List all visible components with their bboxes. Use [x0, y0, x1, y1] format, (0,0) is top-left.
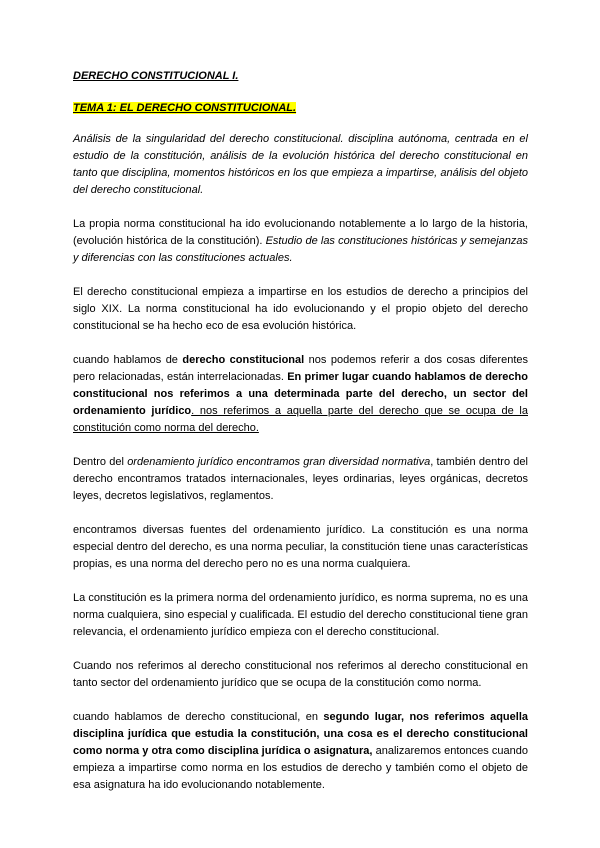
paragraph-sources [73, 454, 528, 505]
paragraph-text: Dentro del [73, 456, 128, 468]
section-heading [73, 100, 528, 117]
paragraph-sector: Cuando nos referimos al derecho constitucional nos referimos al derecho constitucional en tanto sector del ordenamiento jurídico que se ocupa de la constitución como norma. [73, 660, 528, 689]
italic-text: ordenamiento jurídico encontramos gran diversidad normativa [127, 456, 431, 468]
paragraph-history: El derecho constitucional empieza a impartirse en los estudios de derecho a principios del siglo XIX. La norma constitucional ha ido evolucionando y el propio objeto del derecho constitucional se ha hecho eco de esa evolución histórica. [73, 286, 528, 332]
paragraph-text: cuando hablamos de derecho constitucional, en [73, 711, 324, 723]
paragraph-special-norm: encontramos diversas fuentes del ordenamiento jurídico. La constitución es una norma especial dentro del derecho, es una norma peculiar, la constitución tiene unas características propias, es una norma del derecho pero no es una norma cualquiera. [73, 524, 528, 570]
paragraph-first-meaning [73, 352, 528, 437]
paragraph-evolution [73, 216, 528, 267]
underlined-text: . nos referimos a aquella parte del derecho que se ocupa de la constitución como norma del derecho. [73, 405, 528, 434]
paragraph-text: analizaremos entonces cuando empieza a impartirse como norma en los estudios de derecho y también como el objeto de esa asignatura ha ido evolucionando notablemente. [73, 745, 528, 791]
paragraph-second-meaning [73, 709, 528, 794]
paragraph-text: La propia norma constitucional ha ido evolucionando notablemente a lo largo de la historia, (evolución histórica de la constitución). [73, 218, 528, 247]
document-title: DERECHO CONSTITUCIONAL I. [73, 70, 239, 82]
italic-text: Estudio de las constituciones históricas y semejanzas y diferencias con las constituciones actuales. [73, 235, 529, 264]
paragraph-text: nos podemos referir a dos cosas diferentes pero relacionadas, están interrelacionadas. [73, 354, 528, 383]
document-body [73, 68, 528, 811]
paragraph-supreme-norm: La constitución es la primera norma del ordenamiento jurídico, es norma suprema, no es una norma cualquiera, sino especial y cualificada. El estudio del derecho constitucional tiene gran relevancia, el ordenamiento jurídico empieza con el derecho constitucional. [73, 592, 528, 638]
paragraph-text: cuando hablamos de [73, 354, 183, 366]
bold-statement: En primer lugar cuando hablamos de derecho constitucional nos referimos a una determinada parte del derecho, un sector del ordenamiento jurídico [73, 371, 528, 417]
intro-paragraph: Análisis de la singularidad del derecho constitucional. disciplina autónoma, centrada en el estudio de la constitución, análisis de la evolución histórica del derecho constitucional en tanto que disciplina, momentos históricos en los que empieza a impartirse, análisis del objeto del derecho constitucional. [73, 133, 528, 196]
bold-statement: segundo lugar, nos referimos aquella disciplina jurídica que estudia la constitución, una cosa es el derecho constitucional como norma y otra como disciplina jurídica o asignatura, [73, 711, 528, 757]
bold-term: derecho constitucional [182, 354, 305, 366]
paragraph-text: , también dentro del derecho encontramos tratados internacionales, leyes ordinarias, leyes orgánicas, decretos leyes, decretos legislativos, reglamentos. [73, 456, 528, 502]
highlighted-heading: TEMA 1: EL DERECHO CONSTITUCIONAL. [73, 102, 297, 114]
